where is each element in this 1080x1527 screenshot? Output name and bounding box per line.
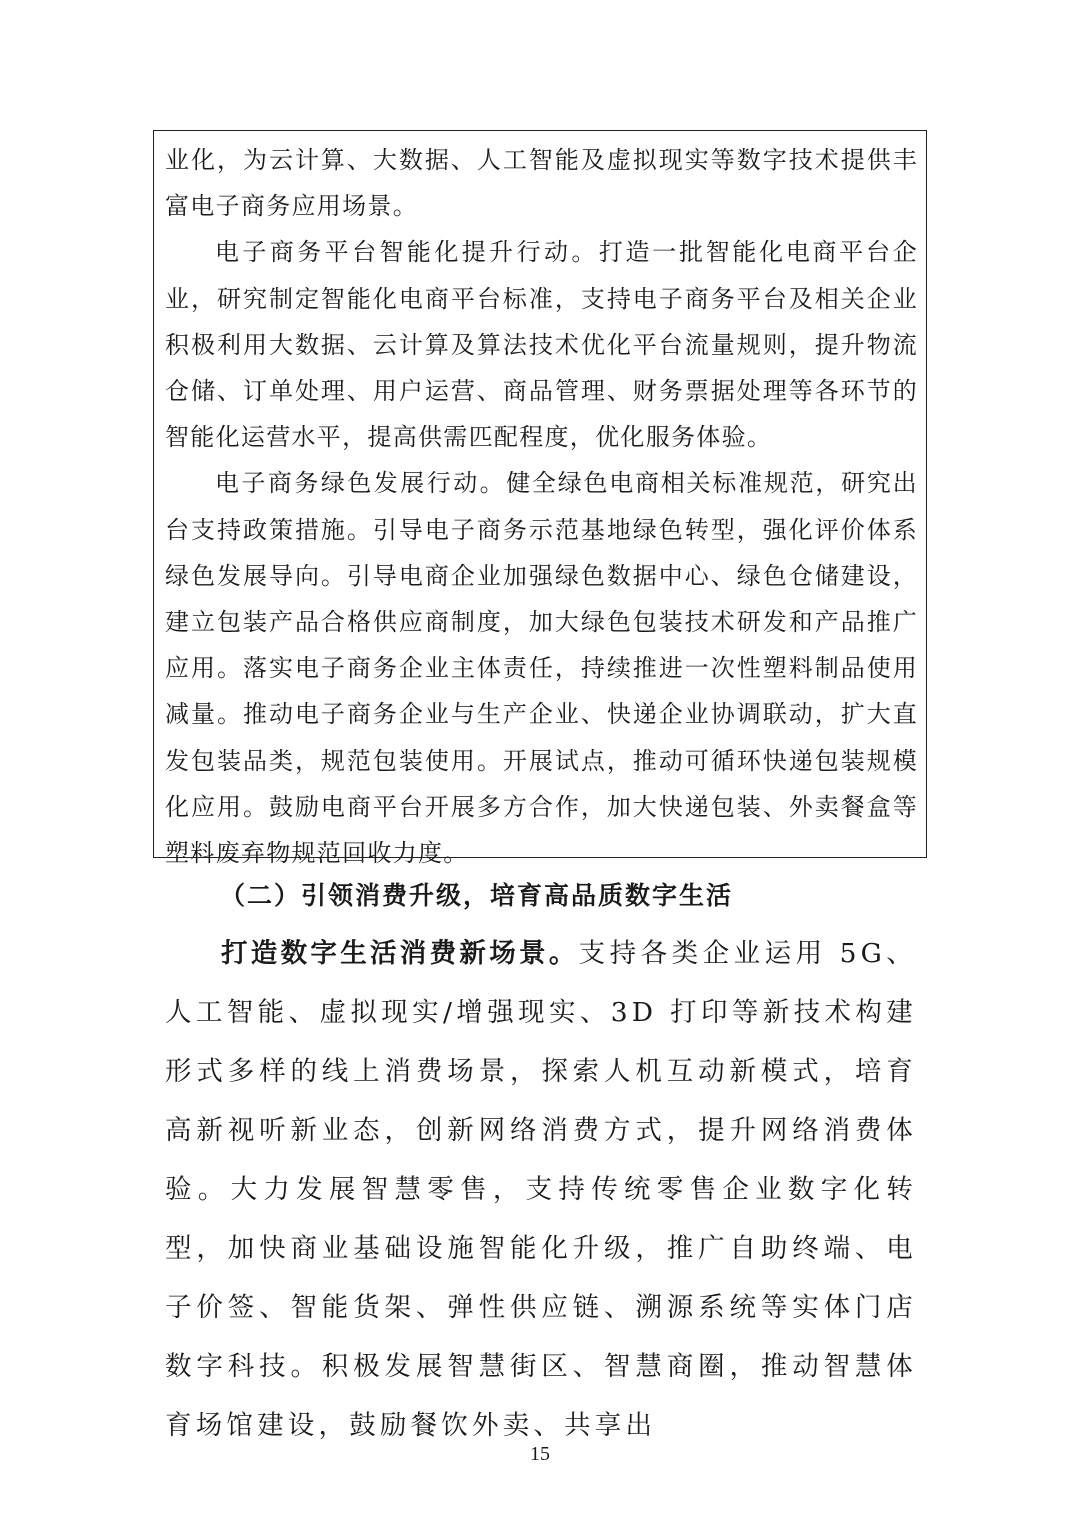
main-paragraph-lead: 打造数字生活消费新场景。 bbox=[221, 938, 579, 969]
box-paragraph-3 bbox=[165, 460, 918, 876]
box-paragraph-3-keyword: 电子商务绿色发展行动。 bbox=[215, 469, 507, 498]
box-paragraph-1: 业化，为云计算、大数据、人工智能及虚拟现实等数字技术提供丰富电子商务应用场景。 bbox=[165, 146, 918, 221]
section-heading: （二）引领消费升级，培育高品质数字生活 bbox=[220, 881, 734, 910]
box-paragraph-2 bbox=[165, 229, 918, 460]
box-paragraph-2-text: 打造一批智能化电商平台企业，研究制定智能化电商平台标准，支持电子商务平台及相关企业积极利用大数据、云计算及算法技术优化平台流量规则，提升物流仓储、订单处理、用户运营、商品管理、财务票据处理等各环节的智能化运营水平，提高供需匹配程度，优化服务体验。 bbox=[165, 238, 918, 452]
box-paragraph-3-text: 健全绿色电商相关标准规范，研究出台支持政策措施。引导电子商务示范基地绿色转型，强化评价体系绿色发展导向。引导电商企业加强绿色数据中心、绿色仓储建设，建立包装产品合格供应商制度，加大绿色包装技术研发和产品推广应用。落实电子商务企业主体责任，持续推进一次性塑料制品使用减量。推动电子商务企业与生产企业、快递企业协调联动，扩大直发包装品类，规范包装使用。开展试点，推动可循环快递包装规模化应用。鼓励电商平台开展多方合作，加大快递包装、外卖餐盒等塑料废弃物规范回收力度。 bbox=[165, 469, 918, 868]
page-number: 15 bbox=[530, 1443, 550, 1465]
main-paragraph-text: 支持各类企业运用 5G、人工智能、虚拟现实/增强现实、3D 打印等新技术构建形式多样的线上消费场景，探索人机互动新模式，培育高新视听新业态，创新网络消费方式，提升网络消费体验。大力发展智慧零售，支持传统零售企业数字化转型，加快商业基础设施智能化升级，推广自助终端、电子价签、智能货架、弹性供应链、溯源系统等实体门店数字科技。积极发展智慧街区、智慧商圈，推动智慧体育场馆建设，鼓励餐饮外卖、共享出 bbox=[165, 938, 917, 1441]
boxed-text-section bbox=[153, 130, 927, 868]
box-paragraph-2-keyword: 电子商务平台智能化提升行动。 bbox=[215, 238, 599, 267]
main-paragraph bbox=[165, 924, 917, 1455]
